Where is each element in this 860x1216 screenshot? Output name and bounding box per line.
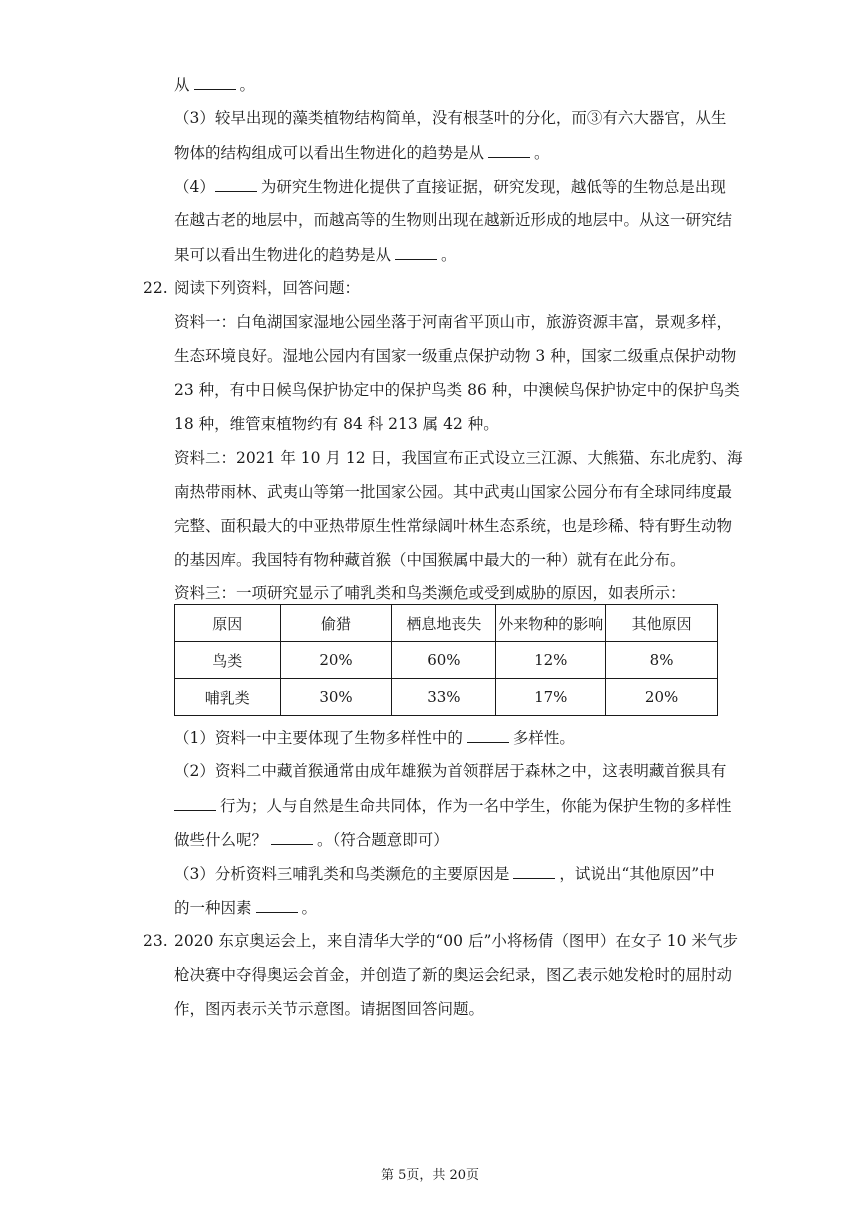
answer-blank (513, 863, 555, 879)
text: ，试说出“其他原因”中 (559, 865, 715, 883)
q23-line3: 作，图丙表示关节示意图。请据图回答问题。 (174, 1000, 485, 1018)
q23-line1: 2020 东京奥运会上，来自清华大学的“00 后”小将杨倩（图甲）在女子 10 米气步 (174, 932, 738, 950)
q21-p3-line2 (174, 142, 550, 163)
q22-s3-line2 (174, 897, 317, 918)
table-cell: 60% (392, 642, 496, 679)
table-header-cell: 其他原因 (606, 605, 718, 642)
q22-m2-line2: 南热带雨林、武夷山等第一批国家公园。其中武夷山国家公园分布有全球同纬度最 (174, 483, 733, 501)
q22-m3: 资料三：一项研究显示了哺乳类和鸟类濒危或受到威胁的原因，如表所示： (174, 584, 686, 602)
table-cell: 20% (606, 679, 718, 716)
q22-m1-line2: 生态环境良好。湿地公园内有国家一级重点保护动物 3 种，国家二级重点保护动物 (174, 347, 737, 365)
q21-cont-line (174, 74, 255, 95)
text: 做些什么呢？ (174, 831, 268, 849)
text: 的一种因素 (174, 899, 252, 917)
q22-s2-line1: （2）资料二中藏首猴通常由成年雄猴为首领群居于森林之中，这表明藏首猴具有 (174, 762, 727, 780)
text: 。 (301, 899, 318, 917)
answer-blank (467, 727, 509, 743)
q22-s3-line1 (174, 863, 715, 884)
table-header-cell: 栖息地丧失 (392, 605, 496, 642)
table-header-cell: 外来物种的影响 (496, 605, 606, 642)
table-cell: 33% (392, 679, 496, 716)
table-cell: 鸟类 (175, 642, 281, 679)
text: 多样性。 (512, 729, 575, 747)
q21-p3-line1: （3）较早出现的藻类植物结构简单，没有根茎叶的分化，而③有六大器官，从生 (174, 109, 727, 127)
table-cell: 17% (496, 679, 606, 716)
answer-blank (194, 74, 236, 90)
text: 行为；人与自然是生命共同体，作为一名中学生，你能为保护生物的多样性 (220, 797, 732, 815)
q21-p4-line3 (174, 244, 457, 265)
answer-blank (488, 142, 530, 158)
text: 从 (174, 76, 190, 94)
table-header-cell: 原因 (175, 605, 281, 642)
text: 。 (441, 246, 457, 264)
q21-p4-line2: 在越古老的地层中，而越高等的生物则出现在越新近形成的地层中。从这一研究结 (174, 211, 733, 229)
q21-p4-line1 (174, 176, 726, 197)
table-row (175, 642, 718, 679)
q22-intro: 阅读下列资料，回答问题： (174, 279, 361, 297)
threat-causes-table (174, 604, 718, 716)
table-cell: 8% (606, 642, 718, 679)
q22-m1-line3: 23 种，有中日候鸟保护协定中的保护鸟类 86 种，中澳候鸟保护协定中的保护鸟类 (174, 381, 740, 399)
table-cell: 12% (496, 642, 606, 679)
page-footer: 第 5页，共 20页 (380, 1168, 480, 1183)
text: （3）分析资料三哺乳类和鸟类濒危的主要原因是 (174, 865, 510, 883)
answer-blank (174, 795, 216, 811)
text: 果可以看出生物进化的趋势是从 (174, 246, 392, 264)
answer-blank (215, 176, 257, 192)
text: （4） (174, 178, 215, 196)
question-number-23: 23. (143, 932, 168, 950)
answer-blank (271, 829, 313, 845)
q22-s2-line2 (174, 795, 732, 816)
table-header-row (175, 605, 718, 642)
text: 。（符合题意即可） (317, 831, 449, 849)
text: 。 (239, 76, 256, 94)
q22-m2-line1: 资料二：2021 年 10 月 12 日，我国宣布正式设立三江源、大熊猫、东北虎豹、海 (174, 449, 743, 467)
answer-blank (256, 897, 298, 913)
q22-m1-line4: 18 种，维管束植物约有 84 科 213 属 42 种。 (174, 415, 499, 433)
text: （1）资料一中主要体现了生物多样性中的 (174, 729, 463, 747)
table-cell: 30% (280, 679, 392, 716)
table-cell: 20% (280, 642, 392, 679)
q22-s2-line3 (174, 829, 449, 850)
q23-line2: 枪决赛中夺得奥运会首金，并创造了新的奥运会纪录，图乙表示她发枪时的屈肘动 (174, 966, 733, 984)
q22-m2-line3: 完整、面积最大的中亚热带原生性常绿阔叶林生态系统，也是珍稀、特有野生动物 (174, 517, 733, 535)
q22-m2-line4: 的基因库。我国特有物种藏首猴（中国猴属中最大的一种）就有在此分布。 (174, 551, 686, 569)
text: 为研究生物进化提供了直接证据，研究发现，越低等的生物总是出现 (260, 178, 726, 196)
q22-m1-line1: 资料一：白龟湖国家湿地公园坐落于河南省平顶山市，旅游资源丰富，景观多样， (174, 313, 733, 331)
text: 物体的结构组成可以看出生物进化的趋势是从 (174, 144, 485, 162)
question-number-22: 22. (143, 279, 168, 297)
table-header-cell: 偷猎 (280, 605, 392, 642)
text: 。 (534, 144, 550, 162)
table-cell: 哺乳类 (175, 679, 281, 716)
table-row (175, 679, 718, 716)
answer-blank (395, 244, 437, 260)
q22-s1 (174, 727, 575, 748)
